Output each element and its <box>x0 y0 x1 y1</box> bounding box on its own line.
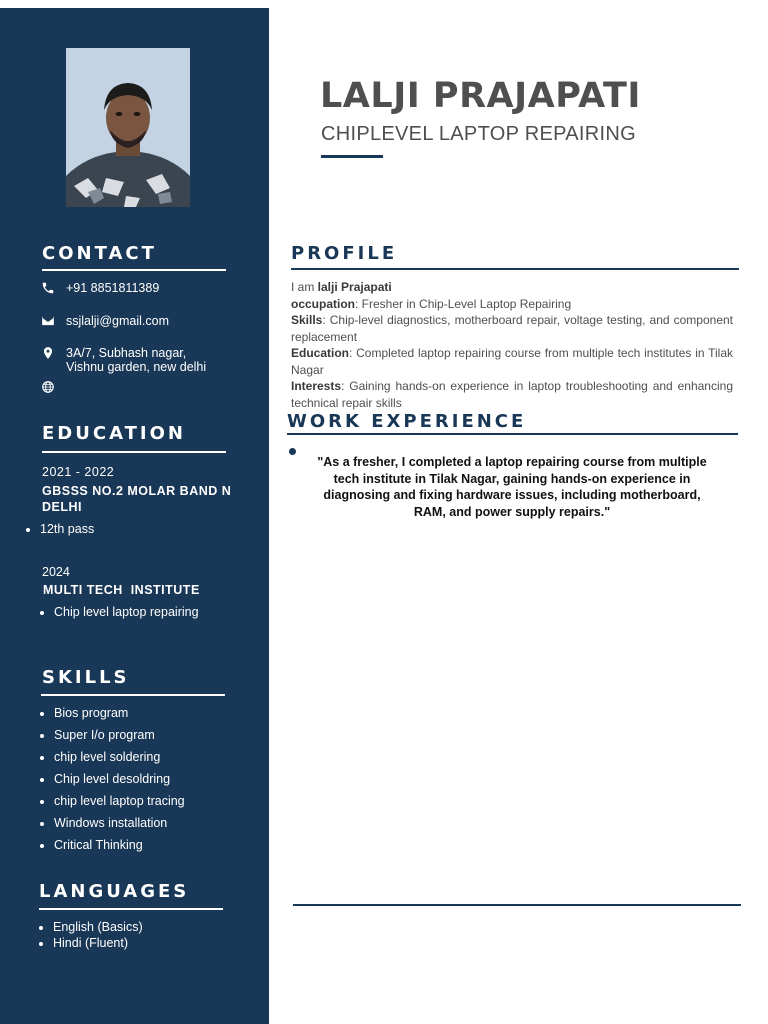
list-item: • English (Basics) <box>53 919 143 935</box>
candidate-name: LALJI PRAJAPATI <box>320 76 641 116</box>
profile-education: Education: Completed laptop repairing course from multiple tech institutes in Tilak Nagar <box>291 346 733 377</box>
languages-heading: LANGUAGES <box>39 881 190 902</box>
education-detail-list-1 <box>26 521 94 543</box>
work-experience-heading: WORK EXPERIENCE <box>287 411 527 432</box>
contact-address <box>40 346 206 374</box>
list-item: • chip level soldering <box>54 749 185 771</box>
education-school-1: GBSSS NO.2 MOLAR BAND N DELHI <box>42 484 232 514</box>
list-item: • Hindi (Fluent) <box>53 935 143 951</box>
mail-icon <box>40 314 56 330</box>
skills-heading: SKILLS <box>42 667 130 688</box>
languages-list <box>39 919 143 951</box>
profile-intro: I am lalji Prajapati <box>291 280 392 294</box>
profile-divider <box>291 268 739 270</box>
address-line-1: 3A/7, Subhash nagar, <box>66 346 187 360</box>
sidebar <box>0 8 269 1024</box>
education-divider <box>42 451 226 453</box>
list-item: • Chip level laptop repairing <box>54 604 199 626</box>
list-item: • Critical Thinking <box>54 837 185 859</box>
skills-list <box>40 705 185 859</box>
profile-heading: PROFILE <box>291 243 398 264</box>
education-years-2: 2024 <box>42 565 70 579</box>
profile-skills: Skills: Chip-level diagnostics, motherboard repair, voltage testing, and component replacement <box>291 313 733 344</box>
list-item: • 12th pass <box>40 521 94 543</box>
profile-body <box>291 279 733 411</box>
contact-website <box>40 380 66 396</box>
education-detail-list-2 <box>40 604 199 626</box>
profile-photo <box>66 48 190 207</box>
profile-intro-name: lalji Prajapati <box>317 280 392 294</box>
list-item: • Super I/o program <box>54 727 185 749</box>
work-experience-divider <box>287 433 738 435</box>
work-bullet <box>289 448 296 455</box>
education-heading: EDUCATION <box>42 423 186 444</box>
contact-heading: CONTACT <box>42 243 157 264</box>
list-item: • Windows installation <box>54 815 185 837</box>
contact-email <box>40 314 169 330</box>
work-experience-quote: "As a fresher, I completed a laptop repairing course from multiple tech institute in Tilak Nagar, gaining hands-on experience in diagnosing and fixing hardware issues, including motherboard, RAM, and power supply repairs." <box>317 455 707 519</box>
contact-divider <box>42 269 226 271</box>
header-divider <box>321 155 383 158</box>
bottom-divider <box>293 904 741 906</box>
profile-interests: Interests: Gaining hands-on experience in laptop troubleshooting and enhancing technical repair skills <box>291 379 733 410</box>
list-item: • Bios program <box>54 705 185 727</box>
education-school-2: MULTI TECH INSTITUTE <box>43 583 200 597</box>
languages-divider <box>39 908 223 910</box>
education-years-1: 2021 - 2022 <box>42 465 115 479</box>
email-address[interactable]: ssjlalji@gmail.com <box>66 314 169 328</box>
location-pin-icon <box>40 346 56 362</box>
globe-icon <box>40 380 56 396</box>
phone-number[interactable]: +91 8851811389 <box>66 281 160 295</box>
profile-occupation: occupation: Fresher in Chip-Level Laptop Repairing <box>291 296 572 311</box>
candidate-role: CHIPLEVEL LAPTOP REPAIRING <box>321 123 636 145</box>
skills-divider <box>41 694 225 696</box>
address-line-2: Vishnu garden, new delhi <box>66 360 207 374</box>
phone-icon <box>40 281 56 297</box>
contact-phone <box>40 281 159 297</box>
list-item: • chip level laptop tracing <box>54 793 185 815</box>
list-item: • Chip level desoldring <box>54 771 185 793</box>
